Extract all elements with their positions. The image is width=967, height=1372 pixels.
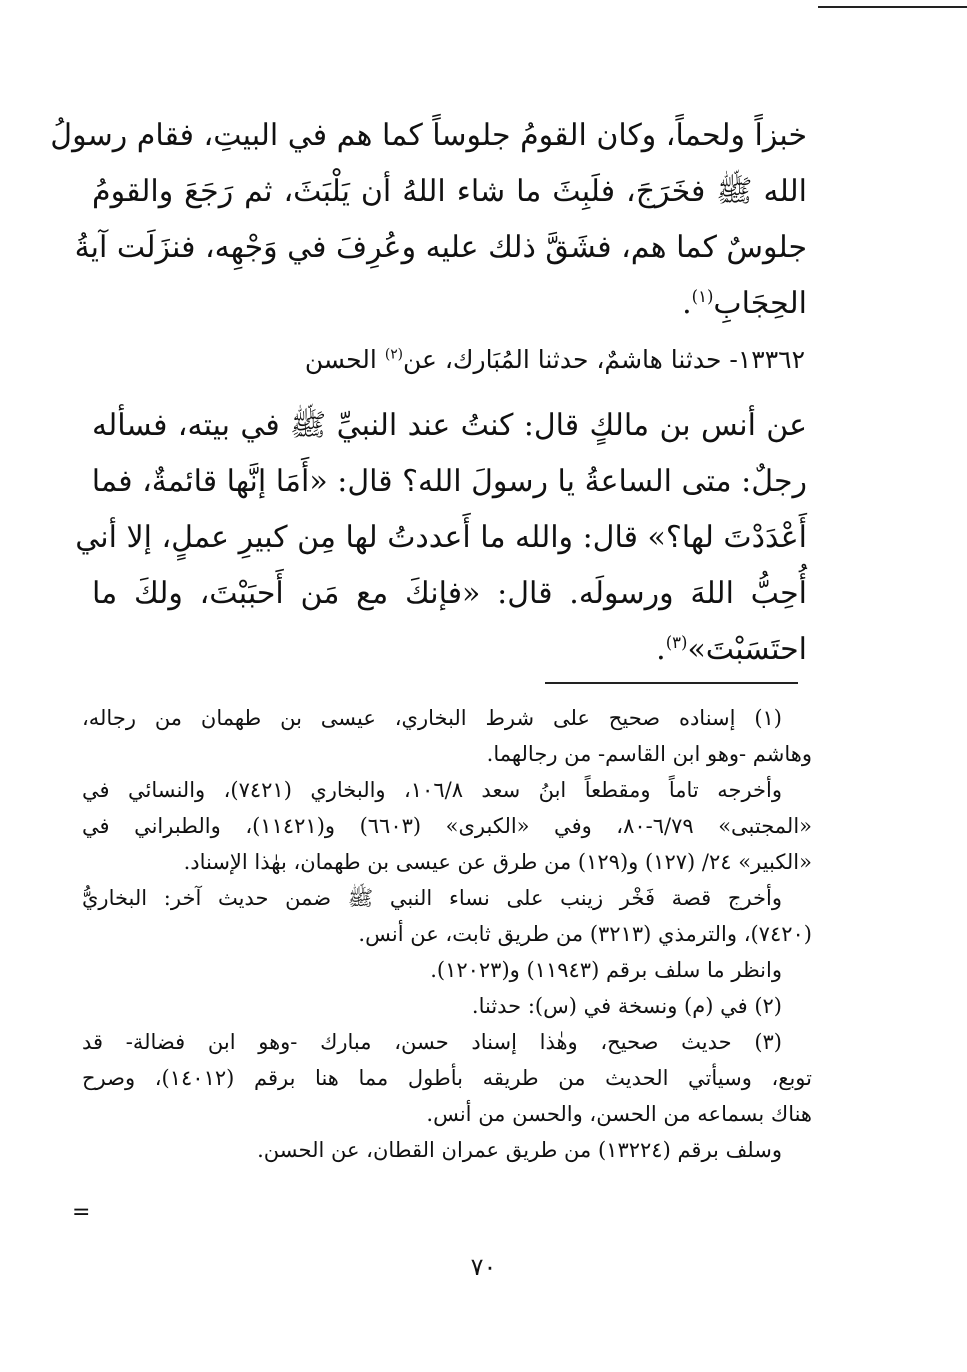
line-end-period: . [656,632,666,667]
main-text-last-line [92,276,807,332]
footnotes [82,700,812,1168]
footnote-line: وهاشم -وهو ابن القاسم- من رجالهما. [486,742,812,766]
footnote-line: توبع، وسيأتي الحديث من طريقه بأطول مما هنا برقم (١٤٠١٢)، وصرح [82,1066,813,1090]
main-text-line: الله ﷺ فخَرَجَ، فلَبِثَ ما شاء اللهُ أن يَلْبَثَ، ثم رَجَعَ والقومُ [92,174,807,209]
hadith-line: عن أنس بن مالكٍ قال: كنتُ عند النبيِّ ﷺ في بيته، فسأله [92,408,807,443]
footnote-marker-1: (١) [691,287,714,306]
hadith-line: أَعْدَدْتَ لها؟» قال: والله ما أَعددتُ لها مِن كبيرِ عملٍ، إلا أني [75,520,807,555]
footnote-line: وسلف برقم (١٣٢٢٤) من طريق عمران القطان، عن الحسن. [257,1138,782,1162]
page-number: ٧٠ [470,1253,497,1281]
hadith-body [75,398,807,678]
footnote-marker-3: (٣) [665,633,688,652]
line-end-period: . [682,286,692,321]
footnote-line: (٧٤٢٠)، والترمذي (٣٢١٣) من طريق ثابت، عن أنس. [358,922,812,946]
footnote-line: وأخرج قصة فَخْر زينب على نساء النبي ﷺ ضمن حديث آخر: البخاريُّ [82,886,782,910]
footnote-line: (١) إسناده صحيح على شرط البخاري، عيسى بن طهمان من رجاله، [82,706,782,730]
hadith-header [305,340,805,380]
footnote-separator [545,682,798,684]
main-text-line: خبزاً ولحماً، وكان القومُ جلوساً كما هم في البيتِ، فقام رسولُ [50,118,807,153]
footnote-line: (٣) حديث صحيح، وهٰذا إسناد حسن، مبارك -وهو ابن فضالة- قد [82,1030,782,1054]
main-text-line: الحِجَابِ [713,286,807,321]
hadith-number-text: ١٣٣٦٢- حدثنا هاشمٌ، حدثنا المُبَارك، عن [402,345,805,374]
footnote-line: «المجتبى» ٦/٧٩-٨٠، وفي «الكبرى» (٦٦٠٣) و(١١٤٢١)، والطبراني في [82,814,812,838]
hadith-line: رجلٌ: متى الساعةُ يا رسولَ الله؟ قال: «أَمَا إنَّها قائمةٌ، فما [91,464,807,499]
main-text-line: جلوسٌ كما هم، فشَقَّ ذلك عليه وعُرِفَ في وَجْهِه، فنزَلَت آيةُ [74,230,807,265]
footnote-line: وأخرجه تاماً ومقطعاً ابنُ سعد ١٠٦/٨، والبخاري (٧٤٢١)، والنسائي في [82,778,782,802]
hadith-line: أُحِبُّ اللهَ ورسولَه. قال: «فإنكَ مع مَن أَحبَبْتَ، ولكَ ما [92,576,807,611]
continuation-mark: = [72,1200,91,1225]
footnote-line: هناك بسماعه من الحسن، والحسن من أنس. [426,1102,812,1126]
hadith-line: احتَسَبْتَ» [687,632,807,667]
footnote-line: وانظر ما سلف برقم (١١٩٤٣) و(١٢٠٢٣). [430,958,782,982]
hadith-last-line [92,622,807,678]
hadith-header-tail: الحسن [304,345,385,374]
footnote-marker-2: (٢) [384,346,403,363]
footnote-line: (٢) في (م) ونسخة في (س): حدثنا. [471,994,782,1018]
main-text [50,108,807,332]
top-rule [818,6,967,8]
footnote-line: «الكبير» ٢٤/ (١٢٧) و(١٢٩) من طرق عن عيسى بن طهمان، بهٰذا الإسناد. [183,850,812,874]
